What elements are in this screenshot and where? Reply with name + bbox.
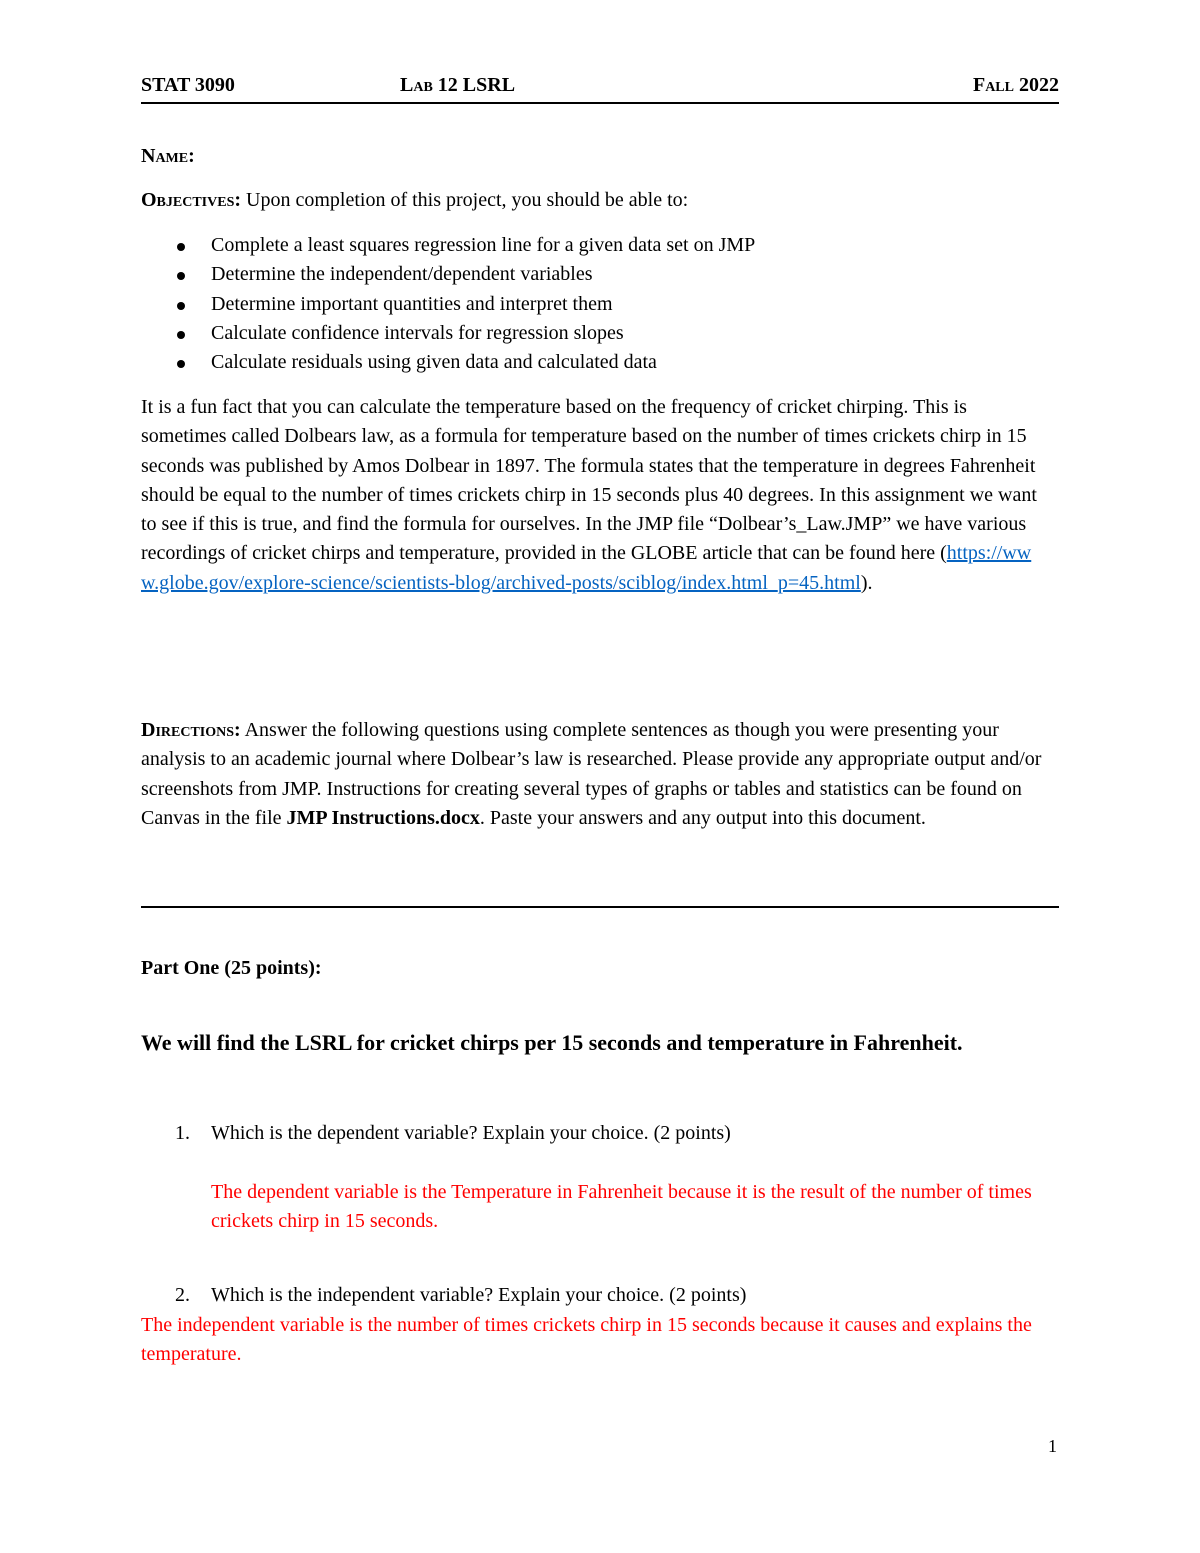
intro-after: ). <box>860 571 873 594</box>
bullet-icon <box>177 331 185 339</box>
objective-item: Determine important quantities and interpret them <box>141 290 1059 319</box>
directions-label: Directions: <box>141 719 241 741</box>
answer-1: The dependent variable is the Temperature in Fahrenheit because it is the result of the number of times crickets chirp in 15 seconds. <box>211 1181 1032 1233</box>
intro-paragraph <box>141 393 1046 598</box>
bullet-icon <box>177 302 185 310</box>
question-number: 2. <box>175 1284 190 1306</box>
lab-title: Lab 12 LSRL <box>400 74 516 96</box>
term-label: Fall 2022 <box>972 74 1059 96</box>
bullet-icon <box>177 272 185 280</box>
name-line <box>141 142 1059 171</box>
objectives-list <box>141 231 1059 377</box>
part-one-subheading: We will find the LSRL for cricket chirps per 15 seconds and temperature in Fahrenheit. <box>141 1030 963 1055</box>
question-text: Which is the independent variable? Explain your choice. (2 points) <box>211 1284 747 1306</box>
objectives-intro-text: Upon completion of this project, you should be able to: <box>246 189 689 211</box>
directions-paragraph <box>141 716 1046 833</box>
question-text: Which is the dependent variable? Explain your choice. (2 points) <box>211 1122 731 1144</box>
instructions-file-name: JMP Instructions.docx <box>286 806 480 829</box>
directions-text-after: . Paste your answers and any output into this document. <box>479 806 926 829</box>
intro-text: It is a fun fact that you can calculate the temperature based on the frequency of cricket chirping. This is sometimes called Dolbears law, as a formula for temperature based on the number of times crickets chirp in 15 seconds was published by Amos Dolbear in 1897. The formula states that the temperature in degrees Fahrenheit should be equal to the number of times crickets chirp in 15 seconds plus 40 degrees. In this assignment we want to see if this is true, and find the formula for ourselves. In the JMP file “Dolbear’s_Law.JMP” we have various recordings of cricket chirps and temperature, provided in the GLOBE article that can be found here ( <box>141 396 1037 565</box>
objectives-label: Objectives: <box>141 189 242 211</box>
bullet-icon <box>177 243 185 251</box>
answer-2: The independent variable is the number of times crickets chirp in 15 seconds because it causes and explains the temperature. <box>141 1314 1032 1366</box>
part-one-heading: Part One (25 points): <box>141 957 322 979</box>
question-number: 1. <box>175 1122 190 1144</box>
objective-item: Determine the independent/dependent variables <box>141 260 1059 289</box>
objective-item: Calculate confidence intervals for regression slopes <box>141 319 1059 348</box>
globe-article-link[interactable]: https://www.globe.gov/explore-science/scientists-blog/archived-posts/sciblog/index.html_p=45.html <box>141 542 1032 594</box>
document-page <box>141 0 1059 1553</box>
bullet-icon <box>177 360 185 368</box>
objective-item: Calculate residuals using given data and calculated data <box>141 348 1059 377</box>
name-label: Name: <box>141 145 195 167</box>
page-number: 1 <box>1048 1436 1057 1456</box>
directions-text: Answer the following questions using complete sentences as though you were presenting your analysis to an academic journal where Dolbear’s law is researched. Please provide any appropriate output and/or screenshots from JMP. Instructions for creating several types of graphs or tables and statistics can be found on Canvas in the file <box>141 719 1042 829</box>
objectives-intro <box>141 186 1059 215</box>
course-code: STAT 3090 <box>141 74 235 96</box>
objective-item: Complete a least squares regression line for a given data set on JMP <box>141 231 1059 260</box>
section-divider <box>141 906 1059 908</box>
page-header <box>141 74 1059 104</box>
